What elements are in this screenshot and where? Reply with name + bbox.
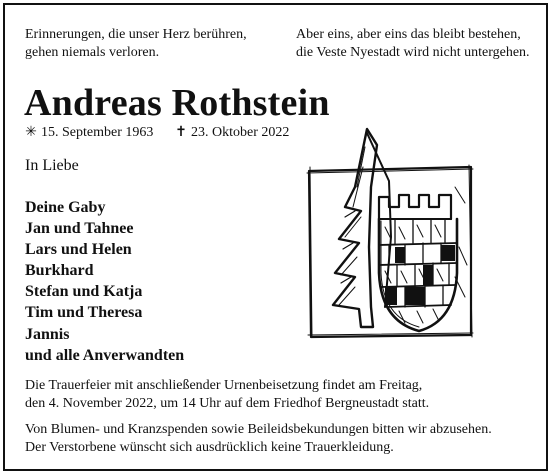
- notice-line: Die Trauerfeier mit anschließender Urnenbeisetzung findet am Freitag,: [25, 378, 423, 393]
- mourners-list: [25, 197, 184, 366]
- mourner-item: Deine Gaby: [25, 199, 106, 216]
- death-cross-icon: ✝: [175, 125, 187, 140]
- mourner-item: Stefan und Katja: [25, 283, 143, 301]
- notice-line: Der Verstorbene wünscht sich ausdrücklich keine Trauerkleidung.: [25, 440, 394, 455]
- quote-left-line: Erinnerungen, die unser Herz berühren,: [25, 27, 247, 42]
- quote-right-line: die Veste Nyestadt wird nicht untergehen.: [296, 45, 530, 60]
- mourner-item: Jan und Tahnee: [25, 220, 134, 238]
- quote-right: [296, 26, 530, 62]
- quote-left: [25, 26, 247, 62]
- deceased-name: Andreas Rothstein: [24, 82, 330, 124]
- birth-star-icon: ✳: [25, 125, 37, 140]
- crest-icon: [305, 127, 475, 339]
- quote-left-line: gehen niemals verloren.: [25, 45, 160, 60]
- mourner-item: Burkhard: [25, 262, 94, 280]
- mourner-item: Lars und Helen: [25, 241, 132, 259]
- notice-line: den 4. November 2022, um 14 Uhr auf dem Friedhof Bergneustadt statt.: [25, 396, 430, 411]
- mourner-item: Tim und Theresa: [25, 304, 143, 322]
- birth-date-row: [25, 124, 153, 142]
- funeral-service-notice: [25, 377, 429, 413]
- flowers-notice: [25, 421, 492, 457]
- mourner-item: Jannis: [25, 325, 70, 343]
- quote-right-line: Aber eins, aber eins das bleibt bestehen,: [296, 27, 521, 42]
- notice-line: Von Blumen- und Kranzspenden sowie Beileidsbekundungen bitten wir abzusehen.: [25, 422, 492, 437]
- in-liebe-label: In Liebe: [25, 157, 79, 174]
- death-date: 23. Oktober 2022: [191, 125, 290, 140]
- death-date-row: [175, 124, 289, 142]
- mourner-item: und alle Anverwandten: [25, 346, 185, 364]
- birth-date: 15. September 1963: [41, 125, 154, 140]
- obituary-frame: [3, 3, 548, 471]
